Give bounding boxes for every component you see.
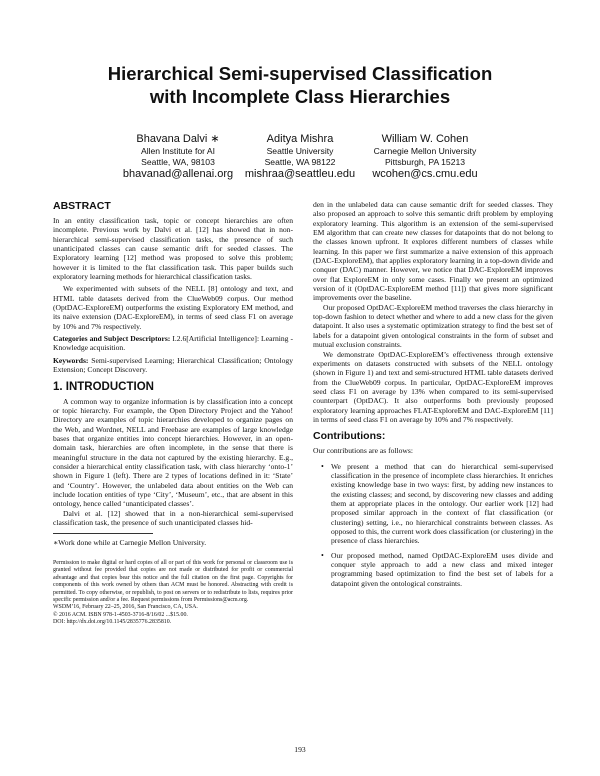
bullet-text: Our proposed method, named OptDAC-ExploreEM uses divide and conquer style approach to add a new class and mixed integer programming based optimization to find the best set of labels for a datapoint given the ontological constraints. bbox=[331, 550, 553, 588]
author-affiliation: Carnegie Mellon University bbox=[373, 146, 477, 156]
author-email: bhavanad@allenai.org bbox=[122, 168, 234, 180]
right-column bbox=[313, 200, 553, 588]
keywords bbox=[53, 356, 293, 375]
right-paragraph-2: Our proposed OptDAC-ExploreEM method traverses the class hierarchy in top-down fashion to detect whether and where to add a new class for the given datapoint. It also uses a systematic optimization strategy to find the best set of labels for a datapoint given ontological constraints in the form of subset and mutual exclusion constraints. bbox=[313, 302, 553, 350]
bullet-icon: • bbox=[321, 461, 324, 471]
copyright-info: © 2016 ACM. ISBN 978-1-4503-3716-8/16/02 ...$15.00. bbox=[53, 611, 188, 618]
author-affiliation: Seattle University bbox=[266, 146, 334, 156]
author-location: Pittsburgh, PA 15213 bbox=[384, 156, 466, 167]
permission-text: Permission to make digital or hard copies of all or part of this work for personal or classroom use is granted without fee provided that copies are not made or distributed for profit or commercial advantage and that copies bear this notice and the full citation on the first page. Copyrights for components of this work owned by others than ACM must be honored. Abstracting with credit is permitted. To copy otherwise, or republish, to post on servers or to redistribute to lists, requires prior specific permission and/or a fee. Request permissions from Permissions@acm.org. bbox=[53, 560, 293, 604]
contributions-list bbox=[313, 462, 553, 588]
title-line-1: Hierarchical Semi-supervised Classification bbox=[107, 63, 493, 84]
author-affiliation: Allen Institute for AI bbox=[140, 146, 216, 156]
list-item bbox=[313, 462, 553, 546]
footnote: ∗Work done while at Carnegie Mellon University. bbox=[53, 538, 207, 547]
intro-paragraph-2: Dalvi et al. [12] showed that in a non-hierarchical semi-supervised classification task, the presence of such unanticipated classes hid- bbox=[53, 508, 293, 527]
abstract-paragraph-1: In an entity classification task, topic or concept hierarchies are often incomplete. Previous work by Dalvi et al. [12] has showed that in non-hierarchical semi-supervised classification tasks, the presence of such unanticipated classes can cause semantic drift for seeded classes. The Exploratory learning [12] method was proposed to solve this problem; however it is limited to the flat classification task. This paper builds such exploratory learning methods for hierarchical classification tasks. bbox=[53, 216, 293, 282]
introduction-heading: 1. INTRODUCTION bbox=[53, 380, 154, 393]
footnote-rule bbox=[53, 533, 153, 534]
page-number: 193 bbox=[294, 745, 306, 754]
doi-link[interactable]: DOI: http://dx.doi.org/10.1145/2835776.2835810. bbox=[53, 619, 172, 626]
contributions-heading: Contributions: bbox=[313, 430, 386, 443]
abstract-heading: ABSTRACT bbox=[53, 200, 111, 212]
categories bbox=[53, 334, 293, 353]
permission-block bbox=[53, 560, 293, 627]
bullet-text: We present a method that can do hierarchical semi-supervised classification in the presence of incomplete class hierarchies. It enriches existing knowledge base in two ways: first, by adding new instances to the existing classes; and second, by discovering new classes and adding them at appropriate places in the ontology. Our earlier work [12] had proposed similar approach in the context of flat classification (or clustering) setting, i.e., no hierarchical constraints between classes. As opposed to this, the current work does classification (or clustering) in the presence of class hierarchies. bbox=[331, 461, 553, 546]
categories-label: Categories and Subject Descriptors: bbox=[53, 334, 171, 344]
right-paragraph-1: den in the unlabeled data can cause semantic drift for seeded classes. They also proposed an approach to solve this semantic drift problem by employing exploratory learning. This algorithm is an extension of the semi-supervised EM algorithm that can create new classes for datapoints that do not belong to the classes known upfront. It explores different numbers of classes while learning. In this paper we first summarize a naive extension of this approach (DAC-ExploreEM), that applies exploratory learning in a top-down divide and conquer (DAC) manner. However, we notice that DAC-ExploreEM improves over flat ExploreEM in only some cases. Finally we present an optimized version of it (OptDAC-ExploreEM method [11]) that gives more significant improvements over the baseline. bbox=[313, 200, 553, 303]
bullet-icon: • bbox=[321, 550, 324, 560]
title-line-2: with Incomplete Class Hierarchies bbox=[149, 86, 451, 107]
abstract-paragraph-2: We experimented with subsets of the NELL [8] ontology and text, and HTML table datasets derived from the ClueWeb09 corpus. Our method (OptDAC-ExploreEM) outperforms the existing Exploratory EM method, and its naive extension (DAC-ExploreEM), in terms of seed class F1 on average by 10% and 7% respectively. bbox=[53, 284, 293, 331]
author-location: Seattle, WA 98122 bbox=[264, 156, 336, 167]
intro-paragraph-1: A common way to organize information is by classification into a concept or topic hierarchy. For example, the Open Directory Project and the Yahoo! Directory are examples of topic hierarchies developed to organize pages on the Web, and Wordnet, NELL and Freebase are examples of large knowledge bases that organize entities into concept hierarchies. However, in an open-domain task, hierarchies are often incomplete, in the sense that there is meaningful structure in the data not captured by the existing hierarchy. E.g., consider a hierarchical entity classification task, with class hierarchy ‘onto-1’ shown in Figure 1 (left). There are 2 types of locations defined in it: ‘State’ and ‘Country’. However, the unlabeled data about entities on the Web can include location entities of type ‘City’, ‘Museum’, etc., that are absent in this ontology, hence called ‘unanticipated classes’. bbox=[53, 396, 293, 509]
author-email: wcohen@cs.cmu.edu bbox=[372, 168, 478, 180]
author-block-3 bbox=[335, 132, 515, 181]
conference-info: WSDM’16, February 22–25, 2016, San Francisco, CA, USA. bbox=[53, 604, 198, 611]
author-name: Aditya Mishra bbox=[266, 133, 334, 145]
author-location: Seattle, WA, 98103 bbox=[141, 156, 215, 167]
keywords-text: Semi-supervised Learning; Hierarchical Classification; Ontology Extension; Concept Discovery. bbox=[53, 355, 293, 375]
paper-title bbox=[40, 62, 560, 108]
left-column bbox=[53, 200, 293, 527]
right-paragraph-3: We demonstrate OptDAC-ExploreEM’s effectiveness through extensive experiments on datasets constructed with subsets of the NELL ontology (shown in Figure 1) and text and semi-structured HTML table datasets derived from the ClueWeb09 corpus. In particular, OptDAC-ExploreEM improves seed class F1 on average by 13% when compared to its semi-supervised counterpart (OptDAC). It also outperforms both previously proposed exploratory learning approaches FLAT-ExploreEM and DAC-ExploreEM [11] in terms of seed class F1 on average by 10% and 7% respectively. bbox=[313, 349, 553, 424]
author-name: Bhavana Dalvi ∗ bbox=[136, 133, 220, 145]
author-name: William W. Cohen bbox=[381, 133, 469, 145]
categories-text: I.2.6[Artificial Intelligence]: Learning - Knowledge acquisition. bbox=[53, 334, 293, 353]
contributions-intro: Our contributions are as follows: bbox=[313, 446, 413, 456]
list-item bbox=[313, 551, 553, 588]
keywords-label: Keywords: bbox=[53, 355, 89, 365]
author-email: mishraa@seattleu.edu bbox=[244, 168, 356, 180]
